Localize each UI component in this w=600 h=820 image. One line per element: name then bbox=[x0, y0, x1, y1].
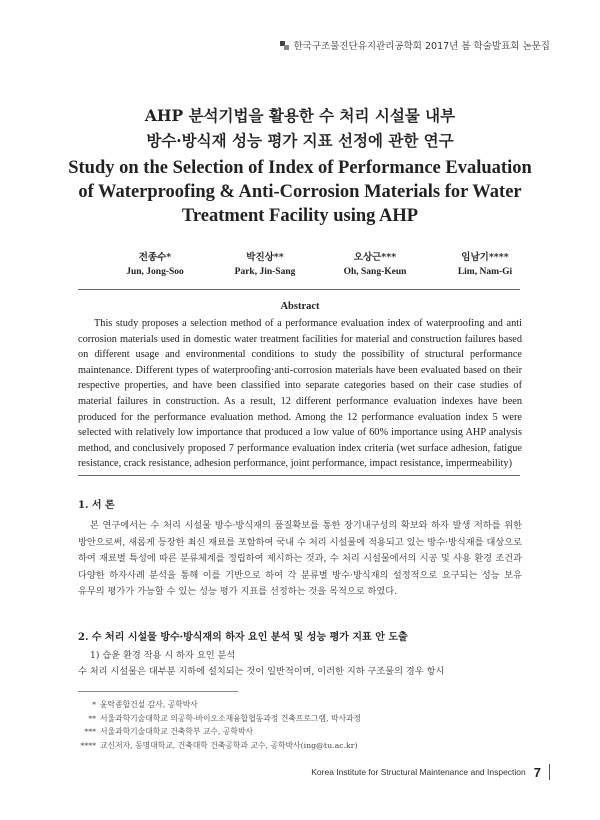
footnote-mark: **** bbox=[80, 740, 96, 750]
author-name-en: Jun, Jong-Soo bbox=[126, 267, 184, 277]
author-name-en: Park, Jin-Sang bbox=[234, 267, 296, 277]
footnote-mark: *** bbox=[84, 727, 96, 737]
footnote-mark: * bbox=[92, 700, 96, 709]
title-en-line-2: of Waterproofing & Anti-Corrosion Materials for Water bbox=[78, 182, 522, 202]
author-name-en: Lim, Nam-Gi bbox=[457, 267, 513, 277]
author-name-ko: 오상근*** bbox=[353, 252, 397, 263]
author-name-en: Oh, Sang-Keun bbox=[343, 267, 407, 277]
title-en-line-1: Study on the Selection of Index of Performance Evaluation bbox=[68, 158, 532, 178]
footnote bbox=[78, 739, 518, 753]
author-name-ko: 박진상** bbox=[246, 252, 284, 263]
abstract-top-divider bbox=[78, 289, 520, 290]
footnote-text: 윤탁종합건설 감사, 공학박사 bbox=[100, 700, 198, 709]
footnote bbox=[78, 725, 518, 739]
abstract-bottom-divider bbox=[78, 475, 520, 476]
footnote-mark: ** bbox=[88, 713, 96, 723]
title-ko-line-1: AHP 분석기법을 활용한 수 처리 시설물 내부 bbox=[144, 106, 456, 125]
footnote bbox=[78, 712, 518, 726]
section-2-heading: 2. 수 처리 시설물 방수·방식재의 하자 요인 분석 및 성능 평가 지표 안 도출 bbox=[78, 632, 408, 643]
footnotes bbox=[78, 698, 518, 752]
title-en-line-3: Treatment Facility using AHP bbox=[181, 206, 419, 226]
journal-name: 한국구조물진단유지관리공학회 2017년 봄 학술발표회 논문집 bbox=[293, 41, 550, 52]
footnote bbox=[78, 698, 518, 712]
author-list bbox=[120, 251, 520, 279]
author-4 bbox=[450, 251, 520, 279]
section-1-body: 본 연구에서는 수 처리 시설물 방수·방식재의 품질확보를 통한 장기내구성의 확보와 하자 발생 저하를 위한 방안으로써, 새롭게 등장한 최신 재료를 포함하여 국내 수 처리 시설물에 적용되고 있는 방수·방식재를 대상으로 하여 재료별 특성에 따른 분류체계를 정립하여 제시하는 것과, 수 처리 시설물에서의 시공 및 사용 환경 조건과 다양한 하자사례 분석을 통해 이를 기반으로 하여 각 분류별 방수·방식재의 설정적으로 요구되는 성능 보유 유무의 평가가 가능할 수 있는 성능 평가 지표를 선정하는 것을 목적으로 하였다. bbox=[78, 520, 522, 598]
section-2-body: 수 처리 시설물은 대부분 지하에 설치되는 것이 일반적이며, 이러한 지하 구조물의 경우 항시 bbox=[78, 666, 445, 677]
section-1-heading: 1. 서 론 bbox=[78, 500, 115, 511]
author-3 bbox=[340, 251, 410, 279]
title-korean bbox=[0, 103, 600, 153]
running-header bbox=[280, 38, 550, 52]
footnote-text: 서울과학기술대학교 건축학부 교수, 공학박사 bbox=[100, 727, 254, 737]
title-ko-line-2: 방수·방식재 성능 평가 지표 선정에 관한 연구 bbox=[146, 131, 454, 150]
page-number: 7 bbox=[533, 764, 541, 780]
author-name-ko: 전종수* bbox=[138, 252, 172, 263]
author-1 bbox=[120, 251, 190, 279]
footnote-text: 서울과학기술대학교 의공학-바이오소재융합협동과정 건축프로그램, 박사과정 bbox=[100, 713, 362, 723]
footer-institute: Korea Institute for Structural Maintenance and Inspection bbox=[311, 767, 526, 777]
author-name-ko: 임남기**** bbox=[461, 252, 509, 263]
author-2 bbox=[230, 251, 300, 279]
footnote-divider bbox=[78, 691, 238, 692]
abstract-body: This study proposes a selection method of a performance evaluation index of waterproofing and anti corrosion materials used in domestic water treatment facilities for material and construction failures based on different usage and environmental conditions to study the possibility of structural performance maintenance. Different types of waterproofing·anti-corrosion materials have been evaluated based on their respective properties, and have been classified into separate categories based on their case studies of material failures in construction. As a result, 12 different performance evaluation indexes have been produced for the performance evaluation method. Among the 12 performance evaluation index 5 were selected with relatively low importance that produced a low value of 60% importance using AHP analysis method, and conclusively proposed 7 performance evaluation index criteria (wet surface adhesion, fatigue resistance, crack resistance, adhesion performance, joint performance, impact resistance, impermeability) bbox=[78, 318, 522, 470]
footer-divider bbox=[549, 764, 550, 780]
section-2-subheading: 1) 습윤 환경 작용 시 하자 요인 분석 bbox=[90, 650, 236, 661]
page-footer bbox=[311, 764, 550, 780]
abstract-heading: Abstract bbox=[280, 301, 320, 312]
title-english bbox=[0, 156, 600, 228]
journal-mark-icon bbox=[280, 41, 289, 50]
footnote-text: 교신저자, 동명대학교, 건축대학 건축공학과 교수, 공학박사(ing@tu.ac.kr) bbox=[100, 740, 358, 750]
